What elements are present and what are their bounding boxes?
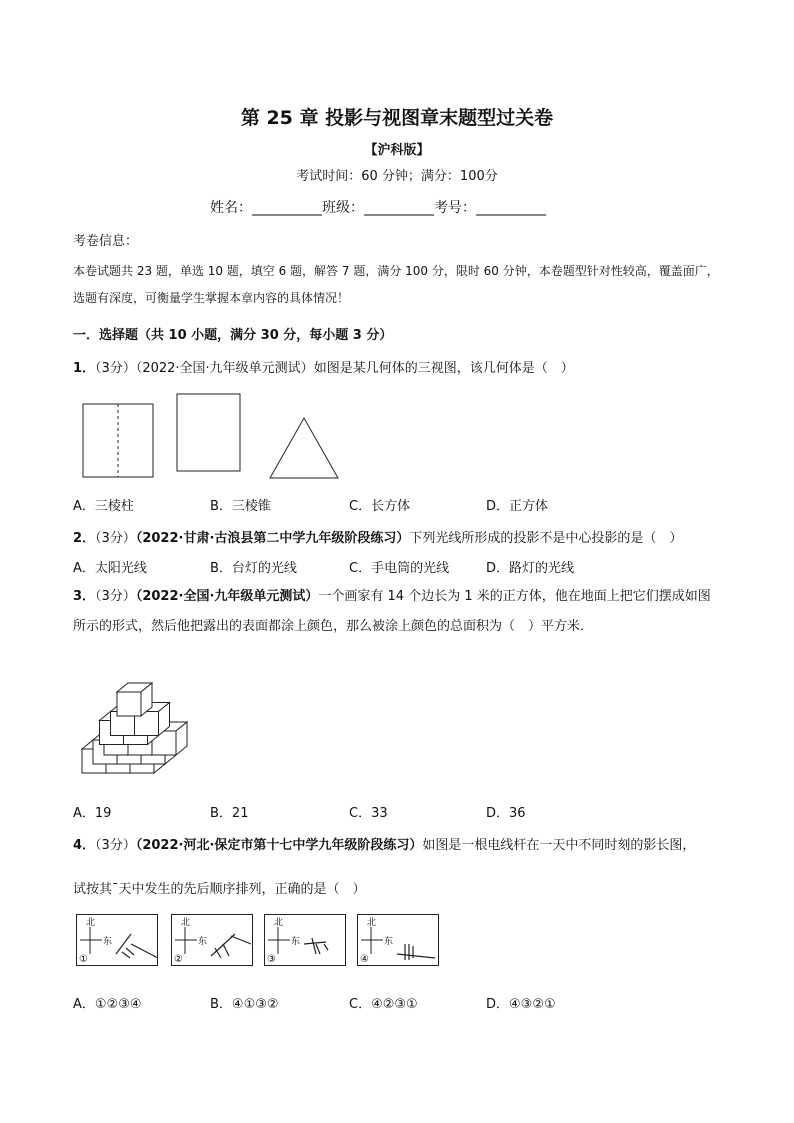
panel-number: ① [79,954,88,965]
option-c[interactable]: C．长方体 [349,499,411,514]
cube-front-face [117,692,141,716]
three-view-figure [82,392,322,482]
north-label: 北 [367,918,377,928]
option-b[interactable]: B．三棱锥 [210,499,271,514]
question-source: （2022·全国·九年级单元测试） [135,589,319,604]
cube-pyramid-figure [78,655,228,785]
option-d[interactable]: D．正方体 [486,499,549,514]
question-2 [73,527,682,546]
pole-shadow-line [231,936,251,944]
option-d[interactable]: D．36 [486,806,526,821]
info-heading: 考卷信息： [73,234,139,249]
option-b[interactable]: B．台灯的光线 [210,561,297,576]
shadow-panel [171,914,253,966]
edition-label: 【沪科版】 [364,143,430,158]
north-label: 北 [86,918,96,928]
east-label: 东 [103,937,113,947]
option-a[interactable]: A．三棱柱 [73,499,134,514]
panel-number: ② [174,954,183,965]
question-score: （3分） [95,361,136,376]
info-body: 本卷试题共 23 题，单选 10 题，填空 6 题，解答 7 题，满分 100 分，限时 60 分钟，本卷题型针对性较高，覆盖面广，选题有深度，可衡量学生掌握本章内容的具体情况！ [73,264,719,305]
pole-shadow-line [397,954,435,958]
section-heading: 一．选择题（共 10 小题，满分 30 分，每小题 3 分） [73,328,393,343]
top-view-triangle [270,418,338,478]
question-source: （2022·河北·保定市第十七中学九年级阶段练习） [135,838,423,853]
east-label: 东 [198,937,208,947]
question-number: 3． [73,589,96,604]
option-c[interactable]: C．33 [349,806,388,821]
page-title: 第 25 章 投影与视图章末题型过关卷 [240,107,554,129]
east-label: 东 [384,937,394,947]
pole-shadow-line [126,948,134,955]
pole-shadow-line [312,938,316,954]
question-source: （2022·甘肃·古浪县第二中学九年级阶段练习） [135,531,410,546]
question-score: （3分） [95,589,136,604]
question-3 [73,582,723,642]
question-score: （3分） [95,531,136,546]
shadow-panel [76,914,158,966]
question-number: 2． [73,531,96,546]
shadow-panel [264,914,346,966]
pole-shadow-line [324,944,328,950]
question-source: （2022·全国·九年级单元测试） [135,361,314,376]
option-a[interactable]: A．19 [73,806,112,821]
option-b[interactable]: B．④①③② [210,997,279,1012]
question-4 [73,834,695,853]
option-a[interactable]: A．①②③④ [73,997,142,1012]
student-info-line: 姓名：__________班级：__________考号：__________ [210,200,546,216]
pole-shadow-line [122,952,130,958]
pole-shadow-line [304,942,326,944]
pole-shadow-line [131,944,158,958]
panel-number: ④ [360,954,369,965]
question-1 [73,357,574,376]
panel-number: ③ [267,954,276,965]
cube [117,683,152,716]
pole-shadow-line [316,944,320,954]
option-d[interactable]: D．路灯的光线 [486,561,575,576]
north-label: 北 [274,918,284,928]
shadow-panel [357,914,439,966]
pole-shadow-line [223,944,229,956]
option-a[interactable]: A．太阳光线 [73,561,147,576]
exam-time: 考试时间：60 分钟；满分：100分 [296,169,498,184]
question-stem: 如图是一根电线杆在一天中不同时刻的影长图， [422,838,696,853]
question-number: 4． [73,838,96,853]
question-stem: 如图是某几何体的三视图，该几何体是（ ） [313,361,574,376]
question-number: 1． [73,361,96,376]
option-d[interactable]: D．④③②① [486,997,556,1012]
question-score: （3分） [95,838,136,853]
side-view [177,394,240,471]
option-c[interactable]: C．④②③① [349,997,418,1012]
question-4-continued: 试按其¯天中发生的先后顺序排列，正确的是（ ） [73,882,366,897]
option-b[interactable]: B．21 [210,806,249,821]
north-label: 北 [181,918,191,928]
question-stem: 下列光线所形成的投影不是中心投影的是（ ） [409,531,683,546]
question-stem: 一个画家有 14 个边长为 1 米的正方体，他在地面上把它们摆成如图所示的形式，然后他把露出的表面都涂上颜色，那么被涂上颜色的总面积为（ ）平方米． [73,589,711,634]
east-label: 东 [291,937,301,947]
option-c[interactable]: C．手电筒的光线 [349,561,450,576]
